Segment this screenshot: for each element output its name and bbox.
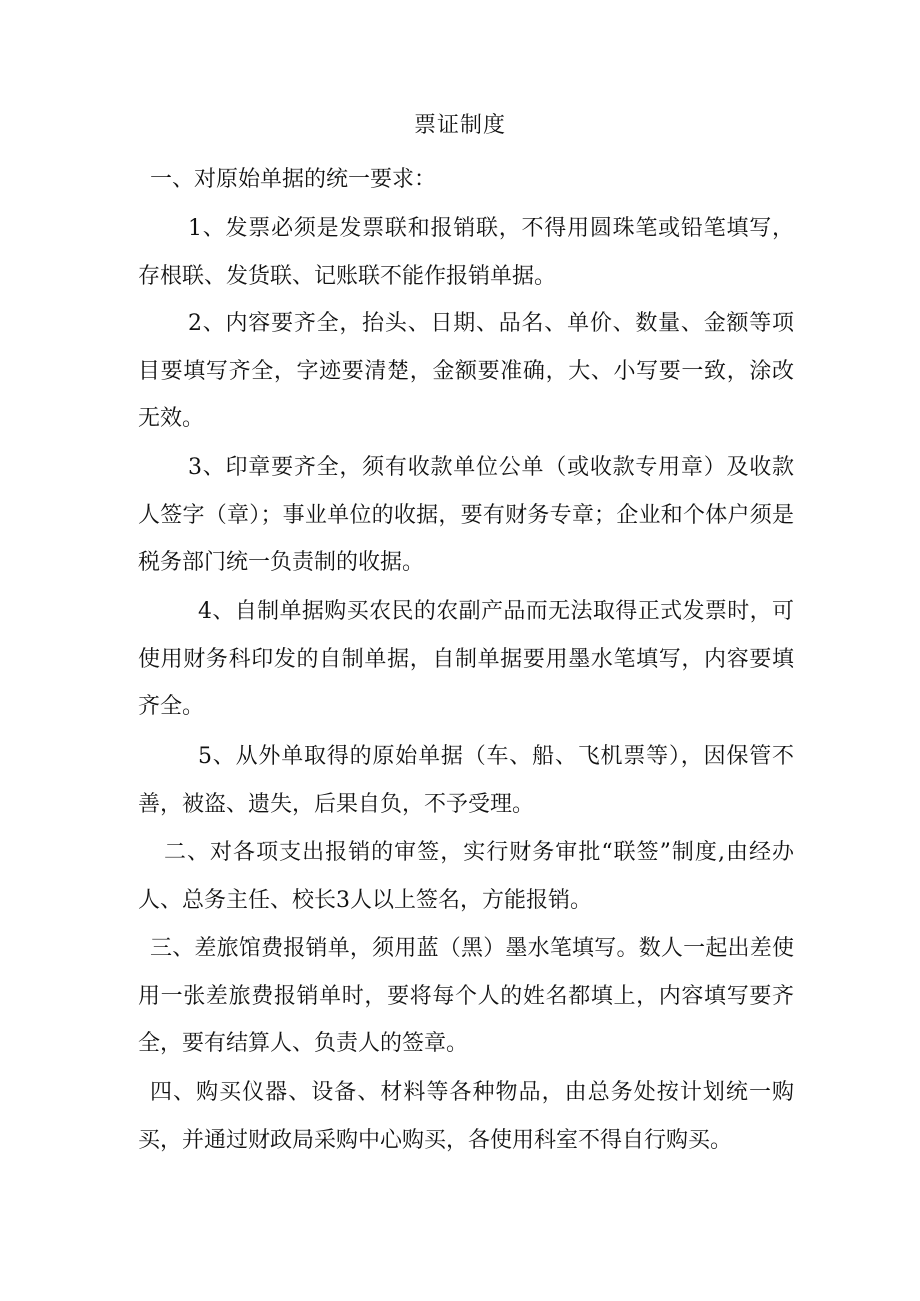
item-1: 1、发票必须是发票联和报销联，不得用圆珠笔或铅笔填写，存根联、发货联、记账联不能作报销单据。 bbox=[138, 216, 794, 289]
document-title: 票证制度 bbox=[413, 113, 506, 138]
item-5: 5、从外单取得的原始单据（车、船、飞机票等），因保管不善，被盗、遗失，后果自负，不予受理。 bbox=[138, 744, 794, 817]
item-2: 2、内容要齐全，抬头、日期、品名、单价、数量、金额等项目要填写齐全，字迹要清楚，金额要准确，大、小写要一致，涂改无效。 bbox=[138, 311, 794, 431]
item-4: 4、自制单据购买农民的农副产品而无法取得正式发票时，可使用财务科印发的自制单据，自制单据要用墨水笔填写，内容要填齐全。 bbox=[138, 599, 794, 719]
section-1-heading: 一、对原始单据的统一要求： bbox=[150, 167, 437, 192]
section-4: 四、购买仪器、设备、材料等各种物品，由总务处按计划统一购买，并通过财政局采购中心购买，各使用科室不得自行购买。 bbox=[138, 1080, 794, 1153]
section-2: 二、对各项支出报销的审签，实行财务审批“联签”制度,由经办人、总务主任、校长3人以上签名，方能报销。 bbox=[138, 840, 794, 913]
section-3: 三、差旅馆费报销单，须用蓝（黑）墨水笔填写。数人一起出差使用一张差旅费报销单时，要将每个人的姓名都填上，内容填写要齐全，要有结算人、负责人的签章。 bbox=[138, 936, 794, 1056]
item-3: 3、印章要齐全，须有收款单位公单（或收款专用章）及收款人签字（章）；事业单位的收据，要有财务专章；企业和个体户须是税务部门统一负责制的收据。 bbox=[138, 455, 794, 575]
